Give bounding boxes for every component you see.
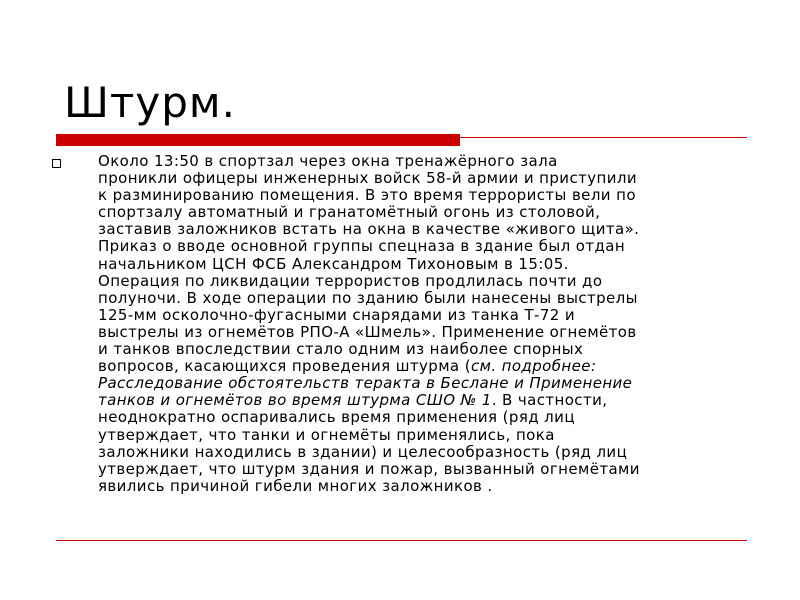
text-line [98,427,744,444]
text-line [98,478,744,495]
text-run: начальником ЦСН ФСБ Александром Тихоновым в 15:05. [98,254,569,273]
text-line [98,307,744,324]
text-line [98,187,744,204]
text-line [98,204,744,221]
title-divider-accent [56,134,460,146]
text-run: Приказ о вводе основной группы спецназа в здание был отдан [98,237,626,256]
text-run: к разминированию помещения. В это время террористы вели по [98,186,636,205]
text-line [98,221,744,238]
text-line [98,153,744,170]
text-run: заложники находились в здании) и целесообразность (ряд лиц [98,442,628,461]
text-line [98,375,744,392]
text-run: и танков впоследствии стало одним из наиболее спорных [98,340,584,359]
text-run: . В частности, [491,391,608,410]
footer-divider [56,540,747,541]
text-line [98,290,744,307]
text-run: заставив заложников встать на окна в качестве «живого щита». [98,220,640,239]
text-run: 125-мм осколочно-фугасными снарядами из танка Т-72 и [98,305,576,324]
text-run: явились причиной гибели многих заложников . [98,476,493,495]
text-run: утверждает, что танки и огнемёты применялись, пока [98,425,555,444]
text-run: неоднократно оспаривались время применения (ряд лиц [98,408,575,427]
text-line [98,238,744,255]
body-paragraph [98,153,744,495]
text-run: спортзалу автоматный и гранатомётный огонь из столовой, [98,203,601,222]
text-line [98,409,744,426]
hollow-square-bullet-icon [52,159,61,168]
italic-reference-text: танков и огнемётов во время штурма СШО № 1 [98,391,492,410]
text-line [98,358,744,375]
text-line [98,461,744,478]
text-run: Операция по ликвидации террористов продлилась почти до [98,271,603,290]
text-line [98,324,744,341]
text-run: полуночи. В ходе операции по зданию были нанесены выстрелы [98,288,638,307]
italic-reference-text: Расследование обстоятельств теракта в Беслане и Применение [98,374,633,393]
text-line [98,341,744,358]
text-line [98,444,744,461]
slide-title: Штурм. [64,78,236,127]
text-line [98,170,744,187]
text-run: проникли офицеры инженерных войск 58-й армии и приступили [98,169,637,188]
text-line [98,273,744,290]
text-line [98,256,744,273]
text-line [98,392,744,409]
italic-reference-text: см. подробнее: [470,357,597,376]
text-run: утверждает, что штурм здания и пожар, вызванный огнемётами [98,459,640,478]
text-run: Около 13:50 в спортзал через окна тренажёрного зала [98,152,558,170]
text-run: вопросов, касающихся проведения штурма ( [98,357,471,376]
text-run: выстрелы из огнемётов РПО-А «Шмель». Применение огнемётов [98,322,637,341]
